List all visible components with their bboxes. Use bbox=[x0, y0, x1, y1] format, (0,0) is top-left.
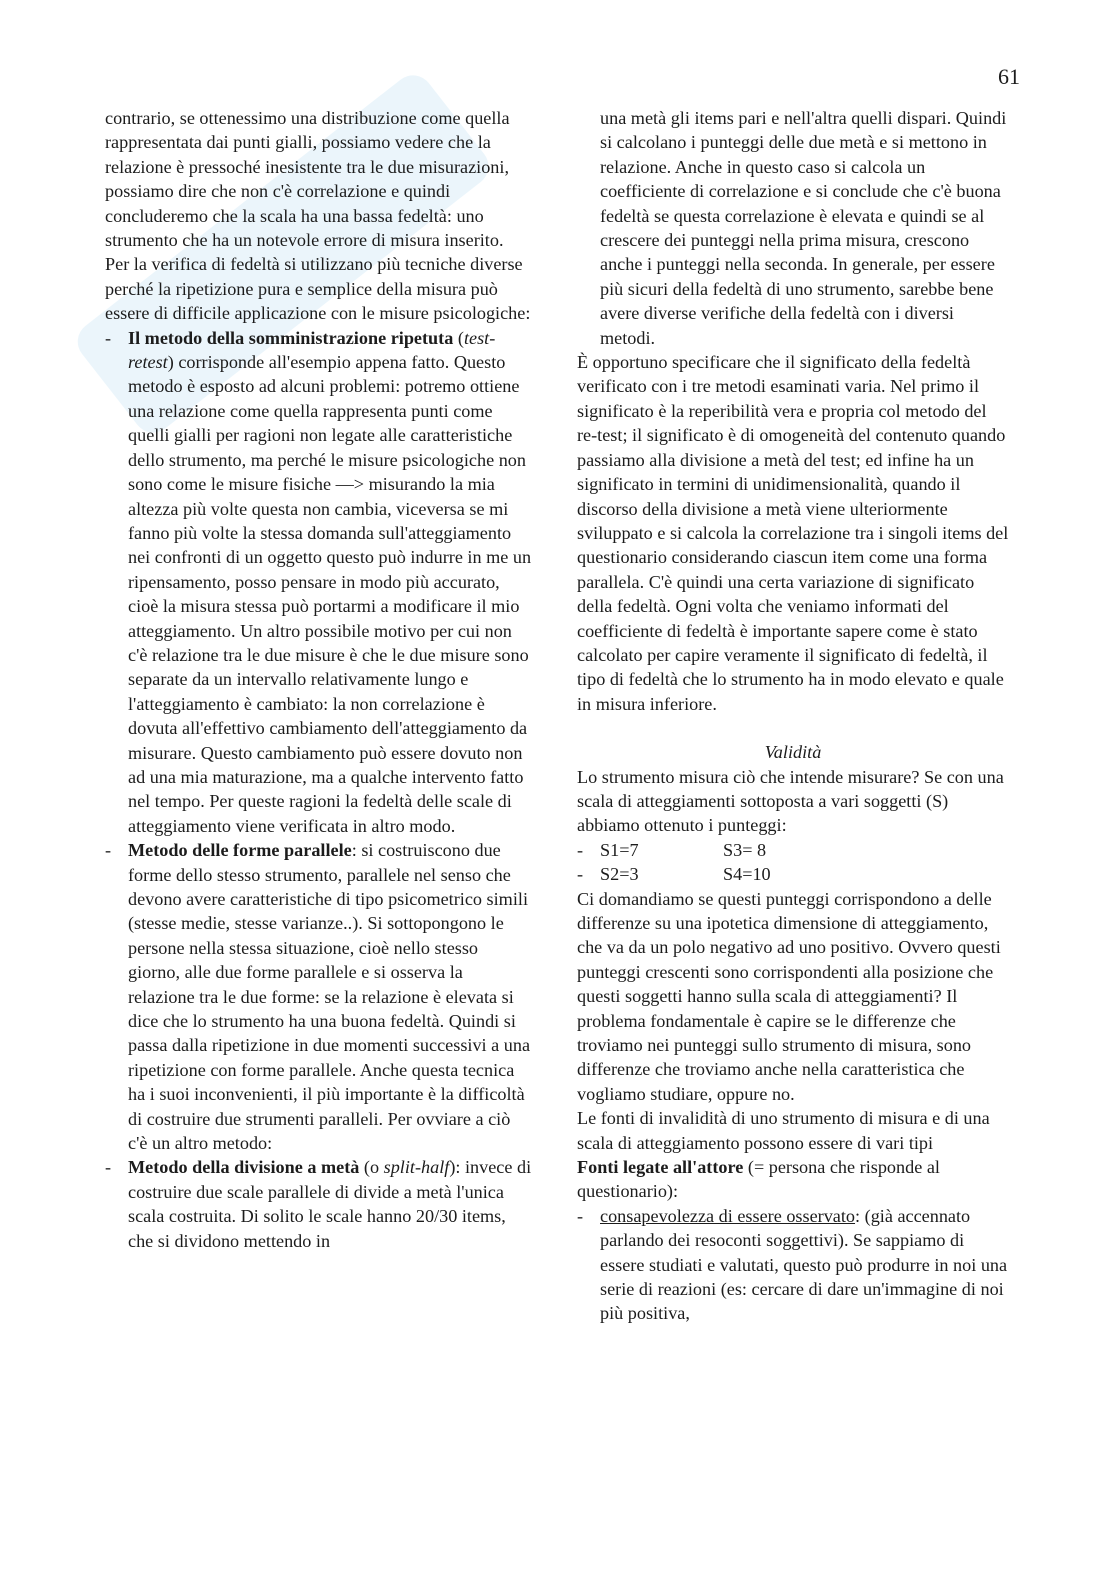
section-heading: Validità bbox=[764, 742, 822, 763]
left-column bbox=[105, 106, 533, 1253]
bullet-dash: - bbox=[105, 327, 112, 348]
list-item-split-half: - Metodo della divisione a metà (o split-half): invece di costruire due scale parallele di divide a metà l'unica scala costruita. Di solito le scale hanno 20/30 items, che si dividono mettendo in bbox=[105, 1157, 532, 1251]
underlined-term: consapevolezza di essere osservato bbox=[600, 1205, 856, 1226]
paragraph: Per la verifica di fedeltà si utilizzano più tecniche diverse perché la ripetizione pura e semplice della misura può essere di difficile applicazione con le misure psicologiche: bbox=[105, 254, 531, 324]
method-title: Metodo della divisione a metà bbox=[128, 1157, 360, 1178]
bullet-dash: - bbox=[577, 1205, 584, 1226]
bullet-dash: - bbox=[105, 840, 112, 861]
paragraph: contrario, se ottenessimo una distribuzione come quella rappresentata dai punti gialli, possiamo vedere che la relazione è pressoché inesistente tra le due misurazioni, possiamo dire che non c'è correlazione e quindi concluderemo che la scala ha una bassa fedeltà: uno strumento che ha un notevole errore di misura inserito. bbox=[105, 108, 510, 251]
page-number: 61 bbox=[998, 64, 1020, 89]
sources-heading: Fonti legate all'attore bbox=[577, 1157, 744, 1178]
paragraph: Fonti legate all'attore (= persona che risponde al questionario): bbox=[577, 1157, 940, 1202]
paragraph: Le fonti di invalidità di uno strumento di misura e di una scala di atteggiamento possono essere di vari tipi bbox=[577, 1108, 990, 1153]
bullet-dash: - bbox=[577, 864, 584, 885]
spacer bbox=[577, 716, 1009, 740]
paragraph: Lo strumento misura ciò che intende misurare? Se con una scala di atteggiamenti sottoposta a vari soggetti (S) abbiamo ottenuto i punteggi: bbox=[577, 766, 1004, 836]
list-item-awareness: - consapevolezza di essere osservato: (già accennato parlando dei resoconti soggettivi). Se sappiamo di essere studiati e valutati, questo può produrre in noi una serie di reazioni (es: cercare di dare un'immagine di noi più positiva, bbox=[577, 1205, 1008, 1324]
right-column bbox=[577, 106, 1009, 1326]
list-item-parallel-forms: - Metodo delle forme parallele: si costruiscono due forme dello stesso strumento, parallele nel senso che devono avere caratteristiche di tipo psicometrico simili (stesse medie, stesse varianze..). Si sottopongono le persone nella stessa situazione, cioè nello stesso giorno, alle due forme parallele e si osserva la relazione tra le due forme: se la relazione è elevata si dice che lo strumento ha una buona fedeltà. Quindi si passa dalla ripetizione in due momenti successivi a una ripetizione con forme parallele. Anche questa tecnica ha i suoi inconvenienti, il più importante è la difficoltà di costruire due strumenti paralleli. Per ovviare a ciò c'è un altro metodo: bbox=[105, 840, 531, 1154]
paragraph: È opportuno specificare che il significato della fedeltà verificato con i tre metodi esaminati varia. Nel primo il significato è la reperibilità vera e propria col metodo del re-test; il significato è di omogeneità del contenuto quando passiamo alla divisione a metà del test; ed infine ha un significato in termini di unidimensionalità, quando il discorso della divisione a metà viene ulteriormente sviluppato e si calcola la correlazione tra i singoli items del questionario considerando ciascun item come una forma parallela. C'è quindi una certa variazione di significato della fedeltà. Ogni volta che veniamo informati del coefficiente di fedeltà è importante sapere come è stato calcolato per capire veramente il significato di fedeltà, il tipo di fedeltà che lo strumento ha in modo elevato e quale in misura inferiore. bbox=[577, 352, 1009, 714]
method-term: test-retest bbox=[128, 327, 496, 373]
score-row: - S1=7 S3= 8 bbox=[577, 838, 1009, 862]
method-title: Metodo delle forme parallele bbox=[128, 840, 352, 861]
paragraph: Ci domandiamo se questi punteggi corrispondono a delle differenze su una ipotetica dimensione di atteggiamento, che va da un polo negativo ad uno positivo. Ovvero questi punteggi crescenti sono corrispondenti alla posizione che questi soggetti hanno sulla scala di atteggiamenti? Il problema fondamentale è capire se le differenze che troviamo nei punteggi sullo strumento di misura, sono differenze che troviamo anche nella caratteristica che vogliamo studiare, oppure no. bbox=[577, 888, 1001, 1104]
bullet-dash: - bbox=[105, 1157, 112, 1178]
paragraph-continuation: una metà gli items pari e nell'altra quelli dispari. Quindi si calcolano i punteggi delle due metà e si mettono in relazione. Anche in questo caso si calcola un coefficiente di correlazione e si conclude che c'è buona fedeltà se questa correlazione è elevata e quindi se al crescere dei punteggi nella prima misura, crescono anche i punteggi nella seconda. In generale, per essere più sicuri della fedeltà di uno strumento, sarebbe bene avere diverse verifiche della fedeltà con i diversi metodi. bbox=[600, 108, 1007, 348]
list-item-test-retest: - Il metodo della somministrazione ripetuta (test-retest) corrisponde all'esempio appena fatto. Questo metodo è esposto ad alcuni problemi: potremo ottiene una relazione come quella rappresenta punti come quelli gialli per ragioni non legate alle caratteristiche dello strumento, ma perché le misure psicologiche non sono come le misure fisiche —> misurando la mia altezza più volte questa non cambia, viceversa se mi fanno più volte la stessa domanda sull'atteggiamento nei confronti di un oggetto questo può indurre in me un ripensamento, posso pensare in modo più accurato, cioè la misura stessa può portarmi a modificare il mio atteggiamento. Un altro possibile motivo per cui non c'è relazione tra le due misure è che le due misure sono separate da un intervallo relativamente lungo e l'atteggiamento è cambiato: la non correlazione è dovuta all'effettivo cambiamento dell'atteggiamento da misurare. Questo cambiamento può essere dovuto non ad una mia maturazione, ma a qualche intervento fatto nel tempo. Per queste ragioni la fedeltà delle scale di atteggiamento viene verificata in altro modo. bbox=[105, 327, 532, 836]
score-row: - S2=3 S4=10 bbox=[577, 862, 1009, 886]
bullet-dash: - bbox=[577, 839, 584, 860]
method-title: Il metodo della somministrazione ripetuta bbox=[128, 327, 454, 348]
method-term: split-half bbox=[383, 1157, 450, 1178]
